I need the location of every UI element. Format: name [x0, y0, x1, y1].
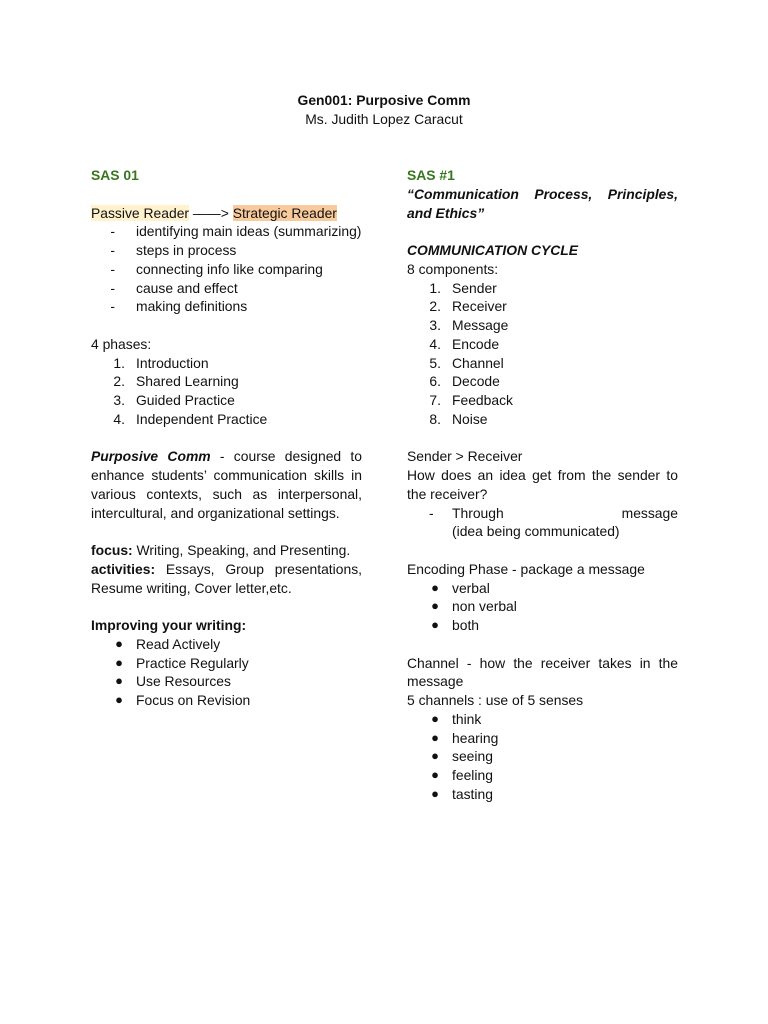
sas-1-heading: SAS #1 [407, 167, 455, 183]
course-term: Purposive Comm [91, 448, 211, 465]
list-item: ● verbal [431, 579, 490, 596]
list-item: 3. Guided Practice [113, 392, 235, 408]
list-item: 8. Noise [429, 410, 488, 427]
list-item: 4. Independent Practice [113, 410, 268, 427]
communication-cycle-heading: COMMUNICATION CYCLE [407, 242, 579, 258]
list-item: ● seeing [431, 748, 493, 765]
topic-title: “Communication Process, Principles, and Ethics” [407, 185, 678, 221]
list-item: 1. Introduction [113, 354, 209, 371]
course-definition: Purposive Comm - course designed to enhance students’ communication skills in various contexts, such as interpersonal, intercultural, and organizational settings. [91, 448, 362, 521]
list-item: - steps in process [110, 242, 237, 258]
list-item: ● Use Resources [115, 673, 231, 690]
list-item: ● both [431, 617, 480, 633]
reader-transition-line [91, 204, 362, 223]
channel-line: Channel - how the receiver takes in the message [407, 654, 678, 690]
document-title: Gen001: Purposive Comm [297, 92, 471, 108]
channels-label: 5 channels : use of 5 senses [407, 692, 584, 708]
improving-heading: Improving your writing: [91, 617, 247, 633]
list-item: 5. Channel [429, 354, 504, 371]
passive-reader-highlight: Passive Reader [91, 204, 190, 221]
question-line: How does an idea get from the sender to the receiver? [407, 467, 678, 502]
phases-list [91, 354, 362, 429]
encoding-list [407, 579, 678, 635]
list-item: ● Focus on Revision [115, 692, 251, 708]
channels-list [407, 710, 678, 804]
components-list [407, 279, 678, 429]
list-item: - identifying main ideas (summarizing) [110, 223, 362, 240]
right-column [407, 166, 678, 804]
list-item: - making definitions [110, 298, 248, 315]
reader-skills-list [91, 222, 362, 316]
list-item: 1. Sender [429, 279, 497, 296]
list-item: ● Practice Regularly [115, 654, 249, 671]
list-item: ● Read Actively [115, 635, 221, 652]
sender-receiver-line: Sender > Receiver [407, 448, 523, 465]
document-header [0, 91, 768, 129]
focus-line: focus: Writing, Speaking, and Presenting. [91, 542, 351, 558]
list-item: ● hearing [431, 729, 499, 746]
components-label: 8 components: [407, 260, 499, 277]
phases-label: 4 phases: [91, 335, 152, 352]
activities-line: activities: Essays, Group presentations, Resume writing, Cover letter,etc. [91, 560, 362, 596]
list-item: ● think [431, 710, 482, 727]
list-item: ● tasting [431, 785, 493, 802]
improving-list [91, 635, 362, 710]
reader-arrow: ——> [189, 204, 233, 221]
sas-01-heading: SAS 01 [91, 167, 139, 183]
list-item: 4. Encode [429, 335, 500, 352]
list-item: ● non verbal [431, 598, 517, 615]
encoding-phase-line: Encoding Phase - package a message [407, 560, 645, 577]
list-item: 7. Feedback [429, 392, 514, 408]
list-item: - cause and effect [110, 279, 238, 296]
list-item: 2. Shared Learning [113, 373, 239, 390]
left-column [91, 166, 362, 710]
list-item: - connecting info like comparing [110, 260, 323, 277]
list-item: 3. Message [429, 317, 509, 333]
list-item: ● feeling [431, 767, 493, 783]
through-item: - Through message (idea being communicated) [429, 504, 678, 540]
document-subtitle: Ms. Judith Lopez Caracut [305, 111, 463, 127]
strategic-reader-highlight: Strategic Reader [232, 204, 337, 221]
list-item: 2. Receiver [429, 298, 507, 315]
list-item: 6. Decode [429, 373, 500, 390]
